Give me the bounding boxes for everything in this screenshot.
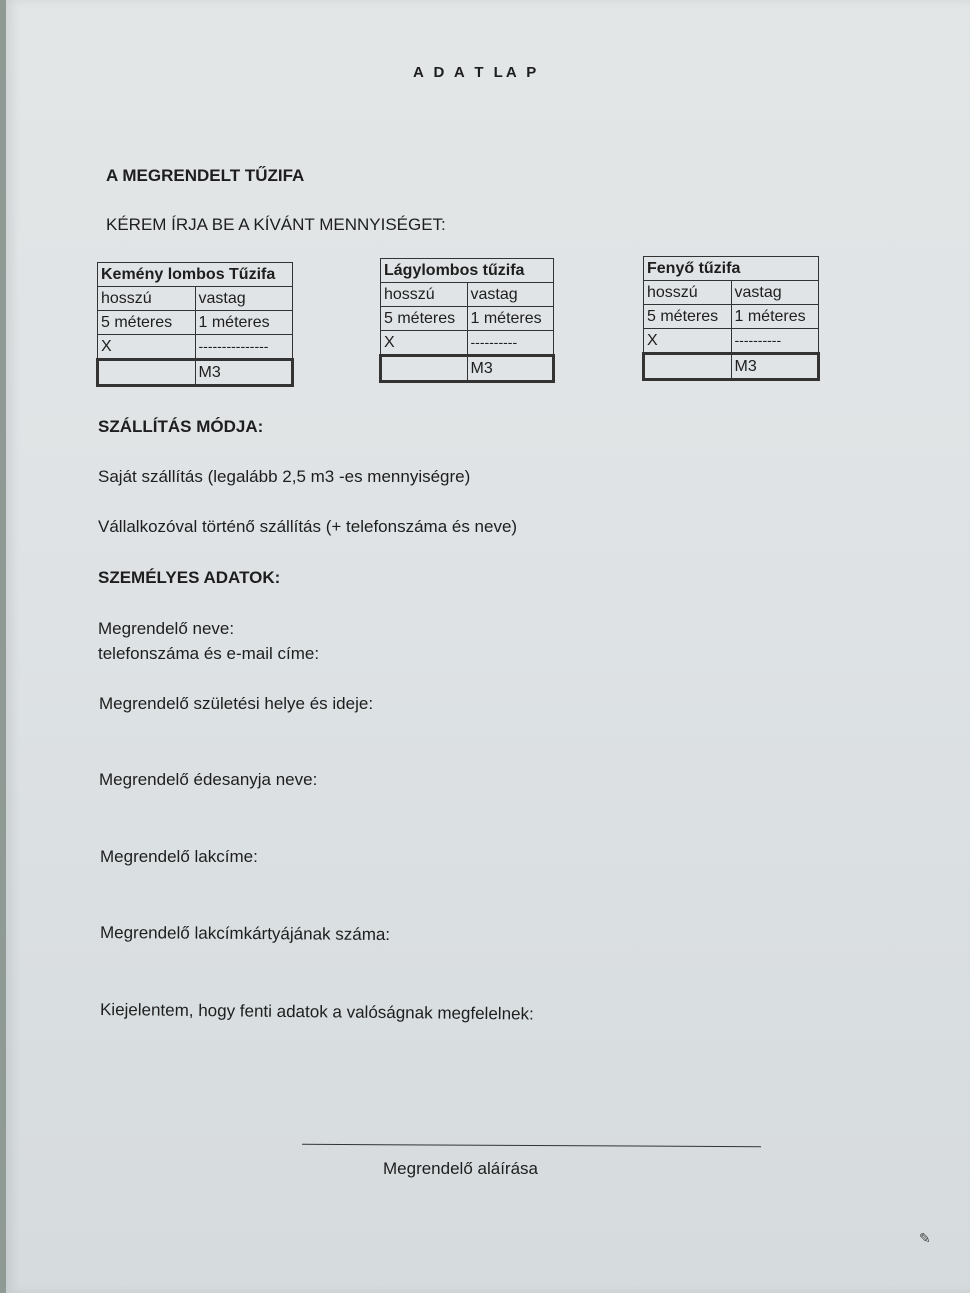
declaration-text: Kiejelentem, hogy fenti adatok a valóságnak megfelelnek:	[99, 1000, 534, 1024]
col-length-label: hosszú	[381, 283, 468, 307]
length-5m: 5 méteres	[381, 307, 468, 331]
mother-name-field-label: Megrendelő édesanyja neve:	[99, 770, 318, 789]
unit-label: M3	[731, 354, 819, 380]
selection-mark: X	[98, 335, 196, 360]
col-length-label: hosszú	[98, 287, 196, 311]
col-thickness-label: vastag	[467, 283, 554, 307]
address-field-label: Megrendelő lakcíme:	[100, 847, 258, 866]
delivery-option-own[interactable]: Saját szállítás (legalább 2,5 m3 -es mennyiségre)	[98, 467, 471, 486]
contact-field-label: telefonszáma és e-mail címe:	[98, 644, 320, 663]
table-header: Lágylombos tűzifa	[381, 259, 554, 283]
length-1m: 1 méteres	[731, 305, 819, 329]
selection-mark: X	[381, 331, 468, 356]
quantity-field[interactable]	[381, 356, 468, 382]
table-header: Fenyő tűzifa	[644, 257, 819, 281]
document-page	[6, 0, 970, 1293]
length-1m: 1 méteres	[195, 311, 293, 335]
delivery-option-contractor[interactable]: Vállalkozóval történő szállítás (+ telefonszáma és neve)	[98, 517, 518, 536]
col-thickness-label: vastag	[195, 287, 293, 311]
dash-placeholder: ----------	[731, 329, 819, 354]
unit-label: M3	[467, 356, 554, 382]
length-5m: 5 méteres	[644, 305, 732, 329]
col-thickness-label: vastag	[731, 281, 819, 305]
signature-label: Megrendelő aláírása	[383, 1159, 538, 1178]
table-hardwood	[96, 262, 294, 387]
section-ordered-firewood: A MEGRENDELT TŰZIFA	[106, 166, 305, 185]
quantity-instruction: KÉREM ÍRJA BE A KÍVÁNT MENNYISÉGET:	[106, 215, 446, 234]
table-softwood	[379, 258, 555, 383]
table-header: Kemény lombos Tűzifa	[98, 263, 293, 287]
document-title: A D A T LA P	[413, 64, 540, 81]
birth-field-label: Megrendelő születési helye és ideje:	[99, 694, 374, 713]
selection-mark: X	[644, 329, 732, 354]
name-field-label: Megrendelő neve:	[98, 619, 235, 638]
quantity-field[interactable]	[98, 360, 196, 386]
dash-placeholder: ----------	[467, 331, 554, 356]
personal-data-heading: SZEMÉLYES ADATOK:	[98, 568, 281, 587]
dash-placeholder: ---------------	[195, 335, 293, 360]
unit-label: M3	[195, 360, 293, 386]
quantity-field[interactable]	[644, 354, 732, 380]
col-length-label: hosszú	[644, 281, 732, 305]
delivery-heading: SZÁLLÍTÁS MÓDJA:	[98, 417, 264, 436]
ink-mark-icon: ✎	[919, 1230, 931, 1246]
length-1m: 1 méteres	[467, 307, 554, 331]
length-5m: 5 méteres	[98, 311, 196, 335]
signature-line[interactable]	[302, 1144, 761, 1147]
table-pine	[642, 256, 820, 381]
address-card-field-label: Megrendelő lakcímkártyájának száma:	[99, 922, 391, 945]
